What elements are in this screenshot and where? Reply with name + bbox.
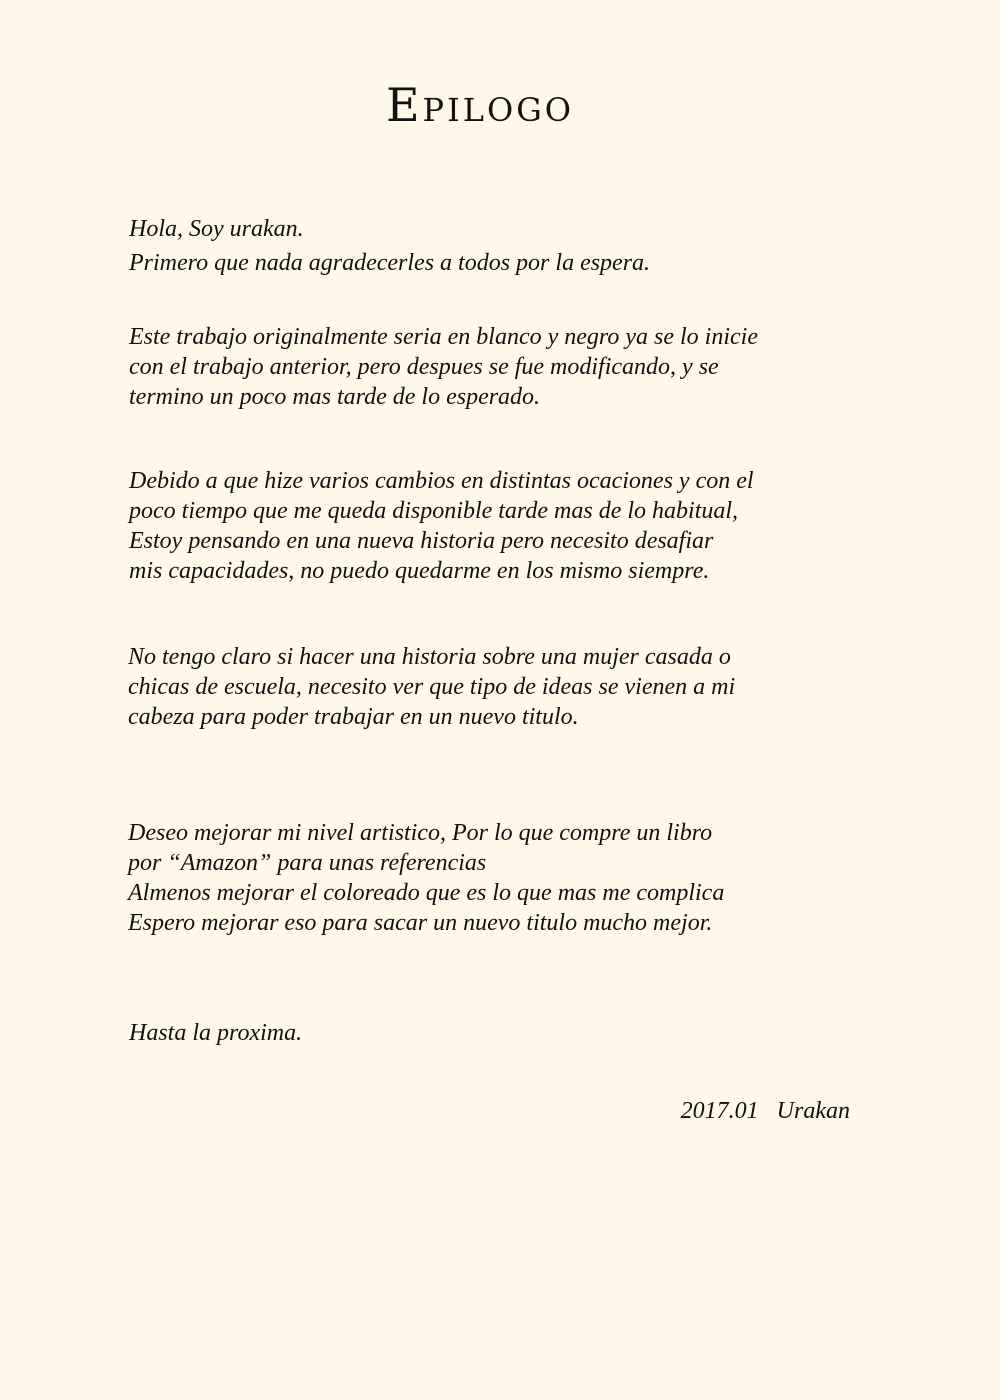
text-line: Espero mejorar eso para sacar un nuevo titulo mucho mejor. [128,910,713,936]
text-line: Hola, Soy urakan. [129,216,304,242]
paragraph-changes [129,466,889,586]
paragraph-next-story [128,642,888,732]
text-line: chicas de escuela, necesito ver que tipo de ideas se vienen a mi [128,674,736,700]
text-line: mis capacidades, no puedo quedarme en los mismo siempre. [129,558,710,584]
paragraph-work-history [129,322,889,412]
paragraph-greeting [129,214,889,278]
paragraph-improvement [128,818,888,938]
text-line: Deseo mejorar mi nivel artistico, Por lo que compre un libro [128,820,713,846]
paragraph-farewell [129,1018,889,1048]
text-line: Almenos mejorar el coloreado que es lo que mas me complica [128,880,725,906]
text-line: No tengo claro si hacer una historia sobre una mujer casada o [128,644,731,670]
text-line: Este trabajo originalmente seria en blanco y negro ya se lo inicie [129,324,758,350]
text-line: Hasta la proxima. [129,1020,303,1046]
text-line: por “Amazon” para unas referencias [128,850,487,876]
text-line: con el trabajo anterior, pero despues se fue modificando, y se [129,354,719,380]
page-title: Epilogo [385,78,575,132]
text-line: Estoy pensando en una nueva historia pero necesito desafiar [129,528,714,554]
text-line: Primero que nada agradecerles a todos por la espera. [129,250,651,276]
text-line: cabeza para poder trabajar en un nuevo titulo. [128,704,579,730]
signature-author: Urakan [776,1098,850,1124]
text-line: poco tiempo que me queda disponible tarde mas de lo habitual, [129,498,739,524]
signature-date: 2017.01 [680,1098,759,1124]
text-line: Debido a que hize varios cambios en distintas ocaciones y con el [129,468,754,494]
signature [681,1096,850,1126]
text-line: termino un poco mas tarde de lo esperado. [129,384,541,410]
